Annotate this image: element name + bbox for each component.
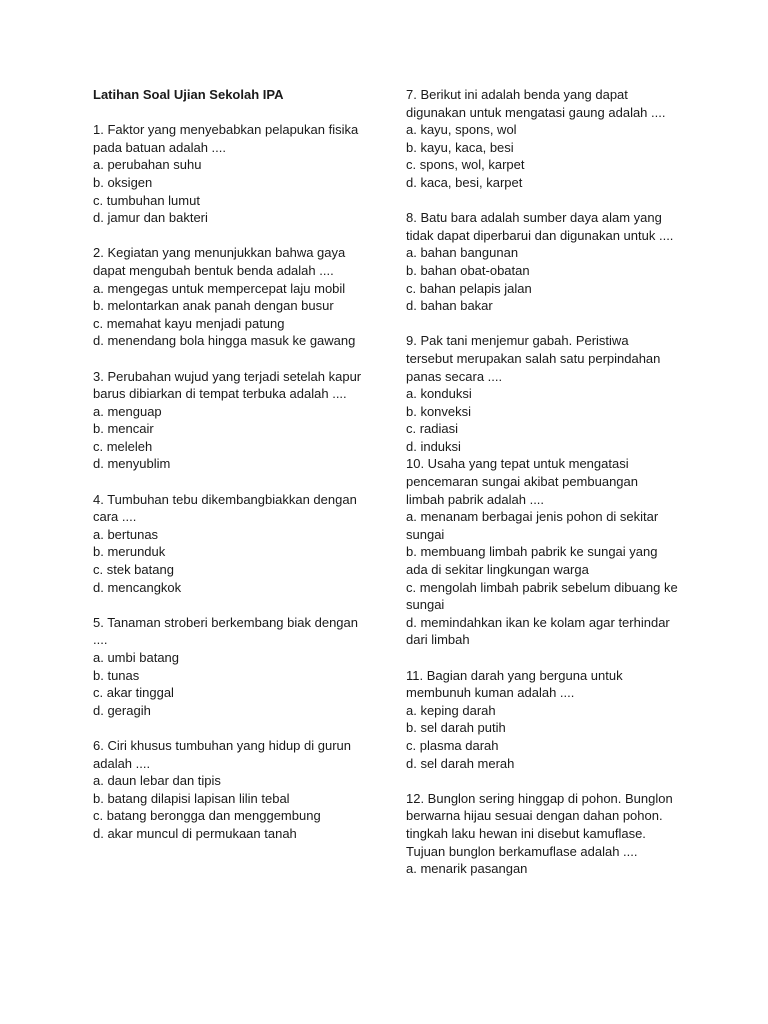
- question-text: 12. Bunglon sering hinggap di pohon. Bunglon berwarna hijau sesuai dengan dahan pohon. tingkah laku hewan ini disebut kamuflase. Tujuan bunglon berkamuflase adalah ....: [406, 790, 673, 859]
- question-6: [93, 737, 373, 843]
- answer-option-c: c. stek batang: [93, 562, 174, 578]
- answer-option-a: a. menanam berbagai jenis pohon di sekitar sungai: [406, 509, 659, 542]
- question-10: [406, 455, 678, 649]
- answer-option-a: a. menguap: [93, 403, 162, 419]
- document-title: Latihan Soal Ujian Sekolah IPA: [93, 87, 284, 102]
- answer-option-d: d. jamur dan bakteri: [93, 210, 208, 226]
- question-text: 6. Ciri khusus tumbuhan yang hidup di gurun adalah ....: [93, 737, 351, 771]
- question-text: 8. Batu bara adalah sumber daya alam yang tidak dapat diperbarui dan digunakan untuk ....: [406, 210, 674, 243]
- answer-option-a: a. bertunas: [93, 526, 159, 542]
- question-text: 3. Perubahan wujud yang terjadi setelah kapur barus dibiarkan di tempat terbuka adalah ....: [93, 368, 362, 402]
- answer-option-b: b. melontarkan anak panah dengan busur: [93, 298, 334, 314]
- question-9: [406, 332, 678, 455]
- answer-option-a: a. perubahan suhu: [93, 157, 202, 173]
- answer-option-a: a. menarik pasangan: [406, 861, 528, 877]
- answer-option-d: d. mencangkok: [93, 579, 182, 595]
- answer-option-c: c. mengolah limbah pabrik sebelum dibuang ke sungai: [406, 579, 678, 613]
- question-4: [93, 491, 373, 597]
- answer-option-a: a. umbi batang: [93, 650, 180, 665]
- question-text: 5. Tanaman stroberi berkembang biak dengan ....: [93, 614, 358, 648]
- answer-option-a: a. mengegas untuk mempercepat laju mobil: [93, 280, 346, 296]
- answer-option-d: d. sel darah merah: [406, 755, 515, 771]
- answer-option-c: c. plasma darah: [406, 737, 499, 753]
- answer-option-c: c. batang berongga dan menggembung: [93, 808, 321, 824]
- question-text: 11. Bagian darah yang berguna untuk membunuh kuman adalah ....: [406, 667, 623, 701]
- answer-option-b: b. merunduk: [93, 544, 166, 560]
- answer-option-d: d. kaca, besi, karpet: [406, 174, 523, 190]
- answer-option-a: a. bahan bangunan: [406, 245, 519, 261]
- question-5: [93, 614, 373, 720]
- answer-option-a: a. keping darah: [406, 702, 496, 718]
- answer-option-d: d. geragih: [93, 702, 151, 718]
- answer-option-a: a. daun lebar dan tipis: [93, 773, 221, 789]
- answer-option-d: d. induksi: [406, 438, 461, 454]
- answer-option-b: b. kayu, kaca, besi: [406, 139, 514, 155]
- question-text: 9. Pak tani menjemur gabah. Peristiwa tersebut merupakan salah satu perpindahan panas secara ....: [406, 333, 661, 384]
- question-11: [406, 667, 678, 773]
- question-1: [93, 121, 373, 227]
- question-text: 10. Usaha yang tepat untuk mengatasi pencemaran sungai akibat pembuangan limbah pabrik adalah ....: [406, 456, 639, 507]
- right-column: [406, 86, 678, 878]
- answer-option-b: b. batang dilapisi lapisan lilin tebal: [93, 790, 290, 806]
- answer-option-d: d. memindahkan ikan ke kolam agar terhindar dari limbah: [406, 614, 670, 648]
- answer-option-c: c. tumbuhan lumut: [93, 192, 200, 208]
- question-12: [406, 790, 678, 878]
- question-text: 4. Tumbuhan tebu dikembangbiakkan dengan cara ....: [93, 491, 357, 525]
- answer-option-b: b. oksigen: [93, 174, 153, 190]
- answer-option-c: c. meleleh: [93, 438, 153, 454]
- answer-option-c: c. memahat kayu menjadi patung: [93, 315, 285, 331]
- answer-option-d: d. akar muncul di permukaan tanah: [93, 825, 297, 841]
- answer-option-a: a. kayu, spons, wol: [406, 122, 517, 138]
- answer-option-a: a. konduksi: [406, 386, 472, 402]
- answer-option-c: c. bahan pelapis jalan: [406, 280, 532, 296]
- answer-option-b: b. konveksi: [406, 403, 472, 419]
- answer-option-c: c. spons, wol, karpet: [406, 157, 525, 173]
- question-7: [406, 86, 678, 192]
- answer-option-b: b. mencair: [93, 421, 154, 437]
- question-text: 1. Faktor yang menyebabkan pelapukan fisika pada batuan adalah ....: [93, 122, 359, 155]
- answer-option-d: d. menendang bola hingga masuk ke gawang: [93, 333, 356, 349]
- answer-option-c: c. akar tinggal: [93, 685, 174, 701]
- answer-option-b: b. membuang limbah pabrik ke sungai yang ada di sekitar lingkungan warga: [406, 544, 658, 578]
- question-3: [93, 368, 373, 474]
- answer-option-d: d. bahan bakar: [406, 298, 493, 314]
- answer-option-c: c. radiasi: [406, 421, 459, 437]
- answer-option-d: d. menyublim: [93, 456, 171, 472]
- answer-option-b: b. bahan obat-obatan: [406, 262, 530, 278]
- answer-option-b: b. sel darah putih: [406, 720, 506, 736]
- answer-option-b: b. tunas: [93, 667, 140, 683]
- question-2: [93, 244, 373, 350]
- left-column: [93, 86, 373, 843]
- question-8: [406, 209, 678, 315]
- question-text: 7. Berikut ini adalah benda yang dapat digunakan untuk mengatasi gaung adalah ....: [406, 87, 666, 120]
- question-text: 2. Kegiatan yang menunjukkan bahwa gaya dapat mengubah bentuk benda adalah ....: [93, 245, 346, 278]
